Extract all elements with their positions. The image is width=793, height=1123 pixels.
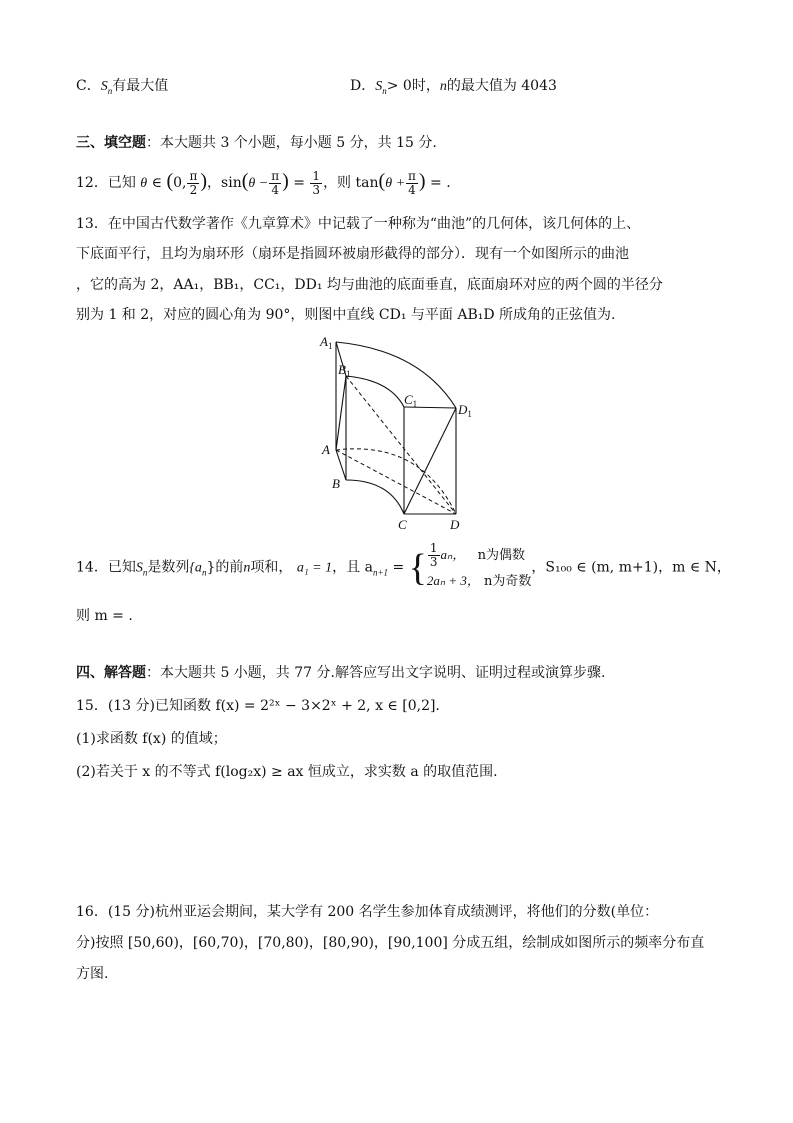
fraction-pi-2: $\frac{\pi}{2}$ [189, 168, 198, 197]
question-16-line-2: 分)按照 [50,60)，[60,70)，[70,80)，[80,90)，[90,100] 分成五组，绘制成如图所示的频率分布直 [76, 935, 705, 951]
label-d: D [450, 517, 460, 532]
curved-pool-figure [310, 330, 490, 535]
label-a: A [322, 442, 330, 457]
label-c1: $C_1$ [404, 392, 418, 409]
question-15-line-3: (2)若关于 x 的不等式 f(log₂x) ≥ ax 恒成立，求实数 a 的取值范围. [76, 764, 498, 780]
label-c: C [398, 517, 407, 532]
fraction-pi-4: $\frac{\pi}{4}$ [271, 168, 280, 197]
question-16-line-3: 方图. [76, 966, 109, 982]
piecewise-cases: $\frac{1}{3}$ aₙ， n为偶数 2aₙ + 3， n为奇数 [426, 541, 532, 589]
var-s: S [100, 79, 108, 94]
question-16-line-1: 16．(15 分)杭州亚运会期间，某大学有 200 名学生参加体育成绩测评，将他们的分数(单位： [76, 904, 659, 920]
label-a1: $A_1$ [320, 334, 333, 351]
question-15-line-2: (1)求函数 f(x) 的值域； [76, 731, 227, 747]
label-b1: $B_1$ [338, 362, 351, 379]
question-15-line-1: 15．(13 分)已知函数 f(x) = 2²ˣ − 3×2ˣ + 2, x ∈ [0,2]. [76, 698, 440, 714]
question-14-line-2: 则 m = . [76, 608, 133, 624]
question-13-line-2: 下底面平行，且均为扇环形（扇环是指圆环被扇形截得的部分）．现有一个如图所示的曲池 [76, 246, 629, 262]
section-4-heading: 四、解答题：本大题共 5 小题，共 77 分.解答应写出文字说明、证明过程或演算步骤. [76, 665, 606, 681]
fraction-pi-4-b: $\frac{\pi}{4}$ [408, 168, 416, 197]
option-d: D．$S_n> 0$时，n的最大值为 4043 [350, 78, 557, 96]
question-13-line-4: 别为 1 和 2，对应的圆心角为 90°，则图中直线 CD₁ 与平面 AB₁D 所成角的正弦值为. [76, 307, 616, 323]
question-12: 12．已知 θ ∈ (0, $\frac{\pi}{2}$ )，sin(θ − $\frac{\pi}{4}$ ) = $\frac{1}{3}$ ，则 tan(θ + $\frac{\pi}{4}$ ) = . [76, 168, 451, 197]
line-cd1 [404, 408, 456, 514]
option-c: C．$S_n$有最大值 [76, 78, 169, 96]
question-13-line-1: 13．在中国古代数学著作《九章算术》中记载了一种称为“曲池”的几何体，该几何体的上、 [76, 216, 641, 232]
section-3-heading: 三、填空题：本大题共 3 个小题，每小题 5 分，共 15 分. [76, 135, 437, 151]
question-13-line-3: ，它的高为 2，AA₁，BB₁，CC₁，DD₁ 均与曲池的底面垂直，底面扇环对应的两个圆的半径分 [76, 277, 663, 293]
fraction-1-3: $\frac{1}{3}$ [312, 168, 321, 197]
label-d1: $D_1$ [458, 402, 472, 419]
label-b: B [332, 476, 340, 491]
question-14: 14．已知$S_n$是数列$\{a_n\}$的前n项和， a₁ = 1，且 $a_{n+1}$ = { $\frac{1}{3}$ aₙ， n为偶数 2aₙ + 3， n为奇数 ，S₁₀₀ ∈ (m, m+1)，m ∈ N， [76, 542, 731, 597]
